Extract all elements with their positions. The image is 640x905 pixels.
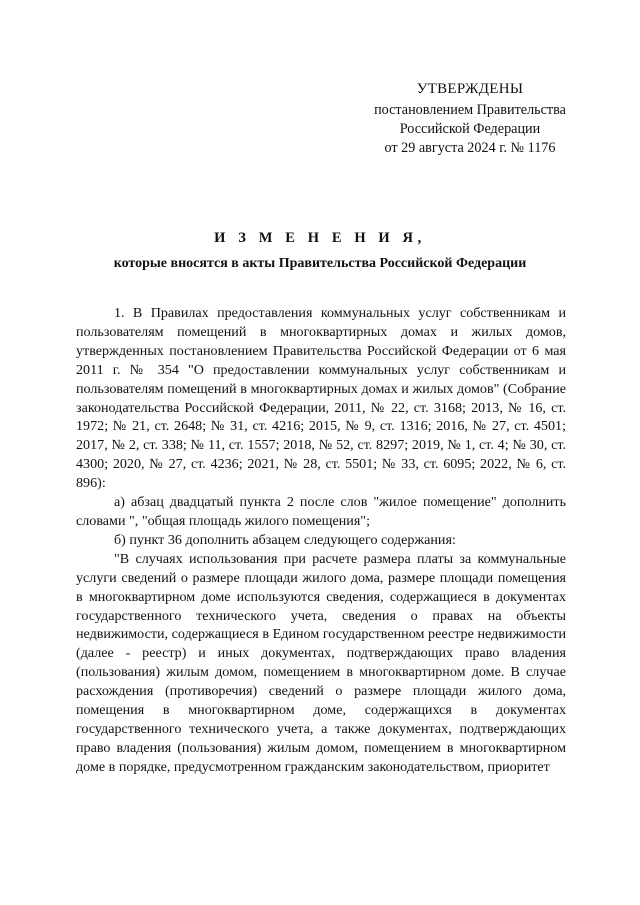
heading-title: И З М Е Н Е Н И Я, (214, 230, 426, 246)
paragraph-2: а) абзац двадцатый пункта 2 после слов "жилое помещение" дополнить словами ", "общая площадь жилого помещения"; (76, 494, 566, 529)
document-body (76, 304, 566, 777)
paragraph-1: 1. В Правилах предоставления коммунальных услуг собственникам и пользователям помещений в многоквартирных домах и жилых домов, утвержденных постановлением Правительства Российской Федерации от 6 мая 2011 г. № 354 "О предоставлении коммунальных услуг собственникам и пользователям помещений в многоквартирных домах и жилых домов" (Собрание законодательства Российской Федерации, 2011, № 22, ст. 3168; 2013, № 16, ст. 1972; № 21, ст. 2648; № 31, ст. 4216; 2015, № 9, ст. 1316; 2016, № 27, ст. 4501; 2017, № 2, ст. 338; № 11, ст. 1557; 2018, № 52, ст. 8297; 2019, № 1, ст. 4; № 30, ст. 4300; 2020, № 27, ст. 4236; 2021, № 28, ст. 5501; № 33, ст. 6095; 2022, № 6, ст. 896): (76, 305, 566, 492)
document-heading (40, 228, 600, 274)
paragraph-4: "В случаях использования при расчете размера платы за коммунальные услуги сведений о размере площади жилого дома, размере площади помещения в многоквартирном доме используются сведения, содержащиеся в документах государственного технического учета, сведения о правах на объекты недвижимости, содержащиеся в Едином государственном реестре недвижимости (далее - реестр) и иных документах, подтверждающих право владения (пользования) жилым домом, помещением в многоквартирном доме. В случае расхождения (противоречия) сведений о размере площади жилого дома, помещения в многоквартирном доме, содержащихся в документах государственного технического учета, а также документах, подтверждающих право владения (пользования) жилым домом, помещением в многоквартирном доме в порядке, предусмотренном гражданским законодательством, приоритет (76, 550, 566, 775)
approval-block (340, 80, 600, 158)
heading-subtitle: которые вносятся в акты Правительства Российской Федерации (113, 256, 527, 271)
paragraph-3: б) пункт 36 дополнить абзацем следующего содержания: (114, 531, 456, 548)
approval-line-2: Российской Федерации (399, 121, 541, 137)
approved-label: УТВЕРЖДЕНЫ (416, 81, 524, 97)
approval-line-3: от 29 августа 2024 г. № 1176 (384, 140, 556, 156)
approval-line-1: постановлением Правительства (374, 102, 566, 118)
